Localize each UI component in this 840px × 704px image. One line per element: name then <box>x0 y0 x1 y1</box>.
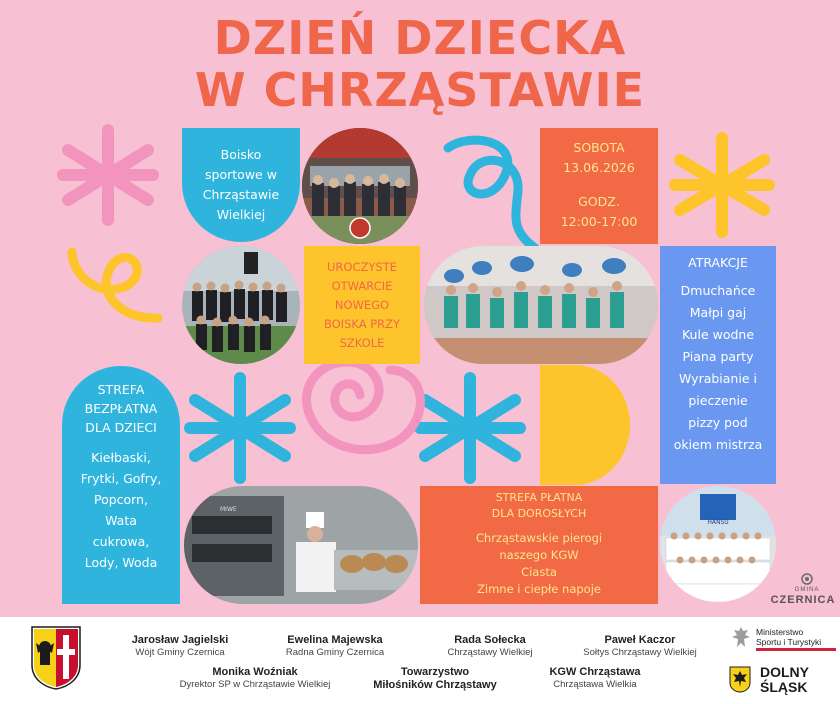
gmina-logo-big: CZERNICA <box>770 594 836 606</box>
yellow-asterisk-icon <box>675 138 769 232</box>
karate-group-illustration <box>660 486 776 602</box>
gmina-logo-icon <box>800 572 814 586</box>
attraction-item: Wyrabianie i <box>679 371 757 386</box>
dolny-line-1: DOLNY <box>760 664 809 680</box>
free-zone-item: Wata <box>105 513 137 528</box>
poster-title-line-2: W CHRZĄSTAWIE <box>194 63 646 117</box>
pink-asterisk-icon <box>63 130 153 220</box>
location-text: Boisko sportowe w Chrząstawie Wielkiej <box>202 147 280 222</box>
dolny-line-2: ŚLĄSK <box>760 679 808 695</box>
dancers-photo <box>424 246 658 364</box>
football-team-photo <box>182 246 300 364</box>
time-label: GODZ. <box>578 194 620 209</box>
sponsor-role: Chrząstawa Wielkia <box>553 679 637 690</box>
ministry-line-2: Sportu i Turystyki <box>756 637 822 647</box>
paid-zone-item: Chrząstawskie pierogi <box>475 531 603 545</box>
paid-zone-list <box>476 530 602 598</box>
sponsor-name-line-2: Miłośników Chrząstawy <box>373 679 497 691</box>
attraction-item: okiem mistrza <box>673 437 763 452</box>
location-card <box>182 128 300 242</box>
firefighters-photo <box>302 128 418 244</box>
sponsor-name: Ewelina Majewska <box>287 634 383 646</box>
eagle-emblem-icon <box>730 625 752 651</box>
blue-asterisk-icon <box>190 378 290 478</box>
sponsor-role: Sołtys Chrząstawy Wielkiej <box>583 647 697 658</box>
ministry-flag-stripe <box>756 648 836 651</box>
yellow-squiggle-icon <box>72 252 158 318</box>
date-day: SOBOTA <box>573 140 625 155</box>
sponsor-role: Wójt Gminy Czernica <box>135 647 225 658</box>
date-value: 13.06.2026 <box>563 160 635 175</box>
chef-photo <box>184 486 418 604</box>
attraction-item: Kule wodne <box>681 327 755 342</box>
date-card <box>540 128 658 244</box>
time-value: 12:00-17:00 <box>560 214 638 229</box>
sponsor-role: Chrząstawy Wielkiej <box>447 647 533 658</box>
attraction-item: Dmuchańce <box>680 283 756 298</box>
karate-group-photo <box>660 486 776 602</box>
attraction-item: pieczenie <box>688 393 748 408</box>
yellow-half-circle-shape <box>540 365 630 485</box>
blue-asterisk-icon-2 <box>420 378 520 478</box>
silesian-eagle-icon <box>728 665 752 693</box>
attractions-card <box>660 246 776 484</box>
chef-illustration <box>184 486 418 604</box>
sponsor-name: Jarosław Jagielski <box>131 634 229 646</box>
gmina-czernica-logo <box>770 572 838 612</box>
opening-text: UROCZYSTE OTWARCIE NOWEGO BOISKA PRZY SZKOLE <box>323 259 401 350</box>
ministry-logo <box>730 623 840 659</box>
sponsor-name: Towarzystwo <box>400 666 470 678</box>
sponsor-role: Dyrektor SP w Chrząstawie Wielkiej <box>179 679 331 690</box>
free-zone-item: Frytki, Gofry, <box>80 471 162 486</box>
czernica-coat-of-arms-icon <box>30 625 82 691</box>
free-zone-card <box>62 366 180 604</box>
sponsor-name: Monika Woźniak <box>212 666 298 678</box>
free-zone-item: Lody, Woda <box>84 555 158 570</box>
free-zone-list <box>81 447 162 573</box>
blue-squiggle-icon <box>448 140 535 248</box>
sponsor-name: Paweł Kaczor <box>604 634 676 646</box>
free-zone-item: Kiełbaski, <box>91 450 151 465</box>
gmina-logo-small: GMINA <box>794 587 820 593</box>
firefighters-illustration <box>302 128 418 244</box>
free-zone-item: cukrowa, <box>92 534 150 549</box>
attractions-list <box>674 280 763 456</box>
sponsor-role: Radna Gminy Czernica <box>285 647 385 658</box>
paid-zone-item: Ciasta <box>521 565 557 579</box>
attractions-heading: ATRAKCJE <box>688 255 748 270</box>
paid-zone-item: Zimne i ciepłe napoje <box>477 582 601 596</box>
sponsor-name: KGW Chrząstawa <box>549 666 641 678</box>
bakery-sign-text: MIWE <box>220 506 237 513</box>
sponsors-footer <box>0 617 840 704</box>
paid-zone-item: naszego KGW <box>499 548 579 562</box>
poster-title-line-1: DZIEŃ DZIECKA <box>213 11 627 65</box>
football-team-illustration <box>182 246 300 364</box>
dolny-slask-logo <box>728 663 838 699</box>
attraction-item: Małpi gaj <box>689 305 747 320</box>
karate-banner-text: HANSU <box>707 519 729 526</box>
sponsor-name: Rada Sołecka <box>454 634 526 646</box>
pink-spiral-icon <box>306 362 420 450</box>
free-zone-item: Popcorn, <box>93 492 148 507</box>
paid-zone-card <box>420 486 658 604</box>
dancers-illustration <box>424 246 658 364</box>
attraction-item: pizzy pod <box>688 415 748 430</box>
paid-zone-heading: STREFA PŁATNA DLA DOROSŁYCH <box>491 491 587 520</box>
ministry-line-1: Ministerstwo <box>756 627 804 637</box>
free-zone-heading: STREFA BEZPŁATNA DLA DZIECI <box>84 382 158 435</box>
attraction-item: Piana party <box>682 349 754 364</box>
opening-card <box>304 246 420 364</box>
